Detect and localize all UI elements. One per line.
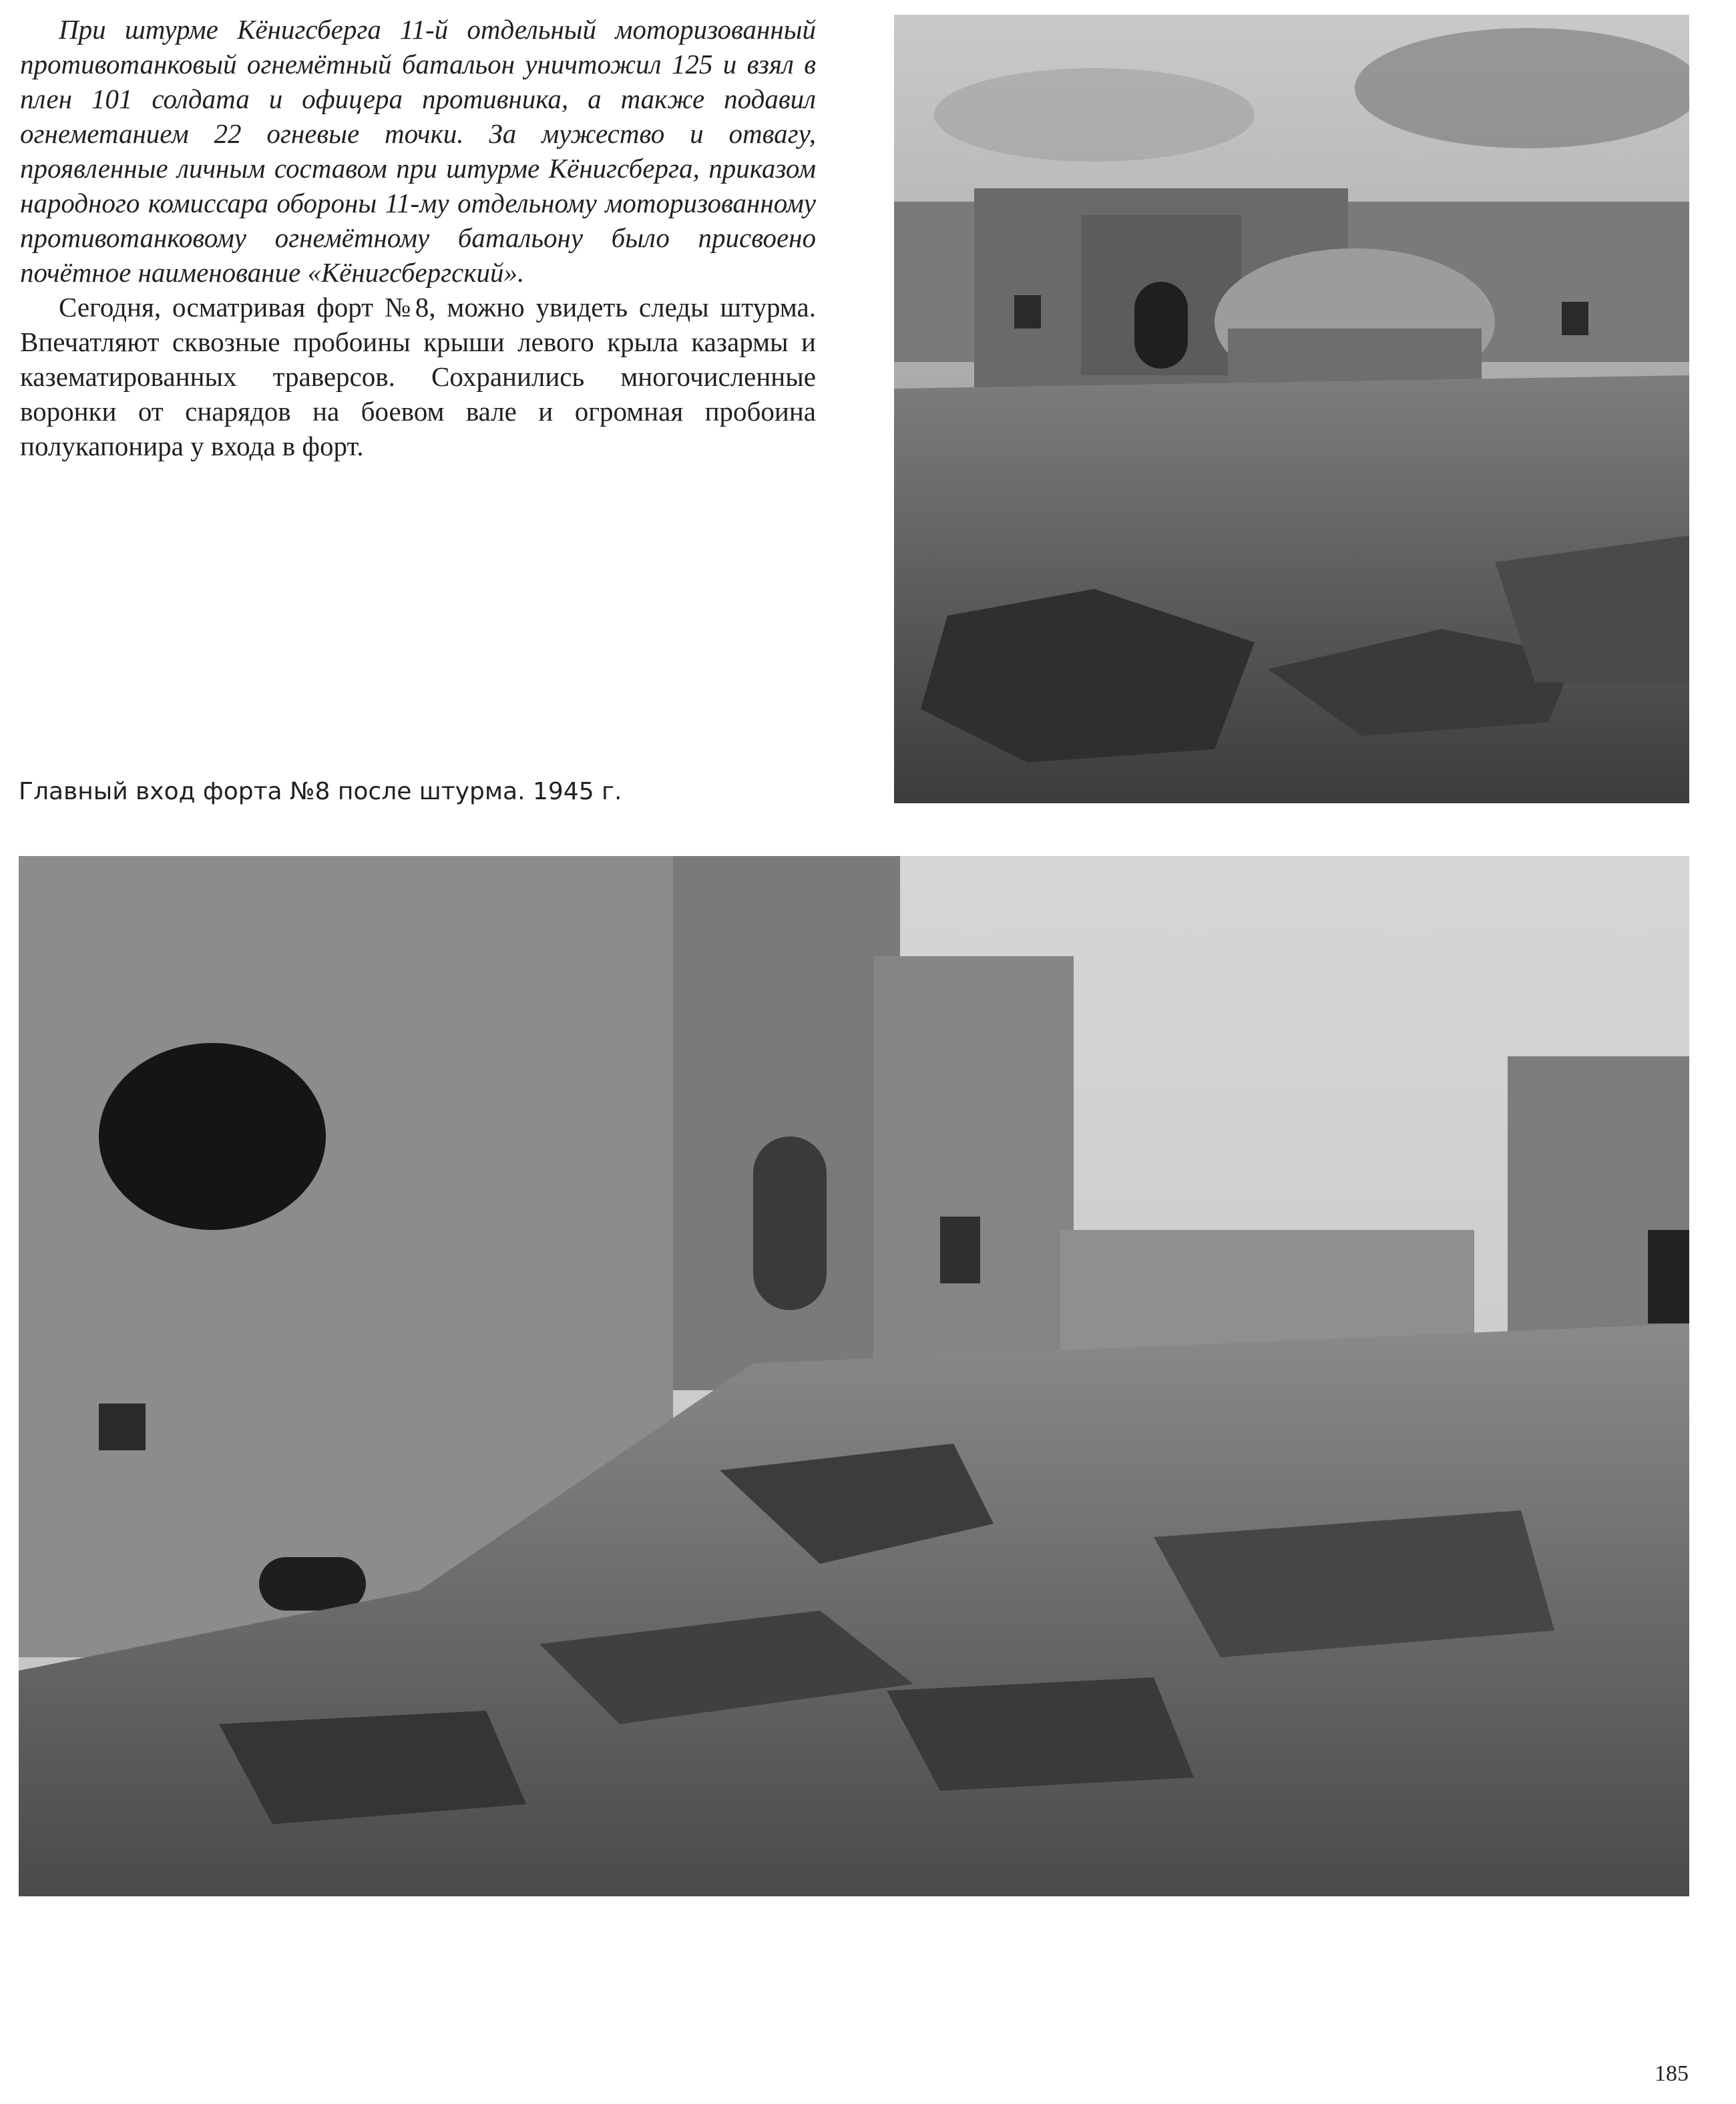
- article-paragraph-2: Сегодня, осматривая форт №8, можно увидеть следы штурма. Впечатляют сквозные пробоины крыши левого крыла казармы и казематированных траверсов. Сохранились многочисленные воронки от снарядов на боевом вале и огромная пробоина полукапонира у входа в форт.: [20, 292, 816, 461]
- fort-main-entrance-photo: [894, 15, 1689, 803]
- page-number: 185: [1655, 2061, 1689, 2086]
- photo-caption: Главный вход форта №8 после штурма. 1945 г.: [19, 778, 622, 805]
- article-paragraph-1: При штурме Кёнигсберга 11-й отдельный моторизованный противотанковый огнемётный батальон уничтожил 125 и взял в плен 101 солдата и офицера противника, а также подавил огнеметанием 22 огневые точки. За мужество и отвагу, проявленные личным составом при штурме Кёнигсберга, приказом народного комиссара обороны 11-му отдельному моторизованному противотанковому огнемётному батальону было присвоено почётное наименование «Кёнигсбергский».: [20, 14, 816, 288]
- article-text: [20, 12, 816, 463]
- fort-ruins-photo: [19, 856, 1689, 1896]
